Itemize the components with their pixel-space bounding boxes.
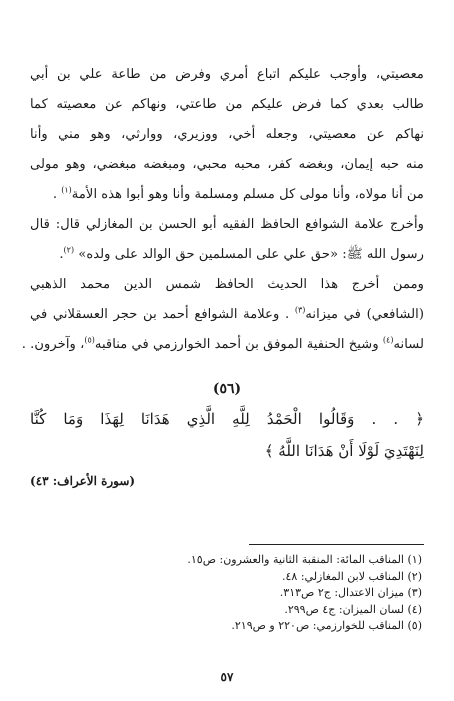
footnotes — [32, 552, 422, 635]
text-line: طالب بعدي كما فرض عليكم من طاعتي، ونهاكم عن معصيته كما — [30, 97, 424, 112]
text-line — [30, 180, 424, 210]
text-segment: من أنا مولاه، وأنا مولى كل مسلم ومسلمة وأنا وهو أبوا هذه الأمة — [71, 187, 424, 202]
text-segment: رسول الله ﷺ: «حق علي على المسلمين حق الوالد على ولده» — [78, 247, 424, 262]
footnote: (٤) لسان الميزان: ج٤ ص٢٩٩. — [284, 602, 422, 616]
surah-reference: (سورة الأعراف: ٤٣) — [30, 474, 136, 488]
footnote-mark: (١) — [61, 185, 72, 195]
text-line — [30, 300, 424, 330]
text-segment: (الشافعي) في ميزانه — [305, 307, 424, 322]
text-line — [21, 330, 424, 360]
text-line: نهاكم عن معصيتي، وجعله أخي، ووزيري، ووارثي، وهو مني وأنا — [30, 127, 424, 142]
text-segment: . وعلامة الشوافع أحمد بن حجر العسقلاني في — [30, 307, 290, 322]
text-segment: لسانه — [393, 337, 424, 352]
line-terminator: . — [52, 187, 58, 202]
text-segment: ، وآخرون. . — [21, 337, 85, 352]
footnote: (٢) المناقب لابن المغازلي: ٤٨. — [282, 569, 422, 583]
text-segment: وشيخ الحنفية الموفق بن أحمد الخوارزمي في مناقبه — [94, 337, 379, 352]
verse-line: لِنَهْتَدِيَ لَوْلَا أَنْ هَدَانَا اللَّهُ ﴾ — [264, 442, 424, 460]
footnote: (٥) المناقب للخوارزمي: ص٢٢٠ و ص٢١٩. — [231, 619, 422, 632]
quran-verse — [30, 403, 424, 467]
footnote-mark: (٥) — [84, 335, 95, 345]
footnote-divider — [249, 544, 424, 545]
main-paragraphs — [21, 60, 424, 360]
text-line: معصيتي، وأوجب عليكم اتباع أمري وفرض من طاعة علي بن أبي — [30, 67, 424, 82]
text-line: منه حبه إيمان، وبغضه كفر، محبه محبي، ومبغضه مبغضي، وهو مولى — [30, 157, 424, 172]
text-line: وأخرج علامة الشوافع الحافظ الفقيه أبو الحسن بن المغازلي قال: قال — [30, 217, 424, 232]
footnote: (١) المناقب المائة: المنقبة الثانية والعشرون: ص١٥. — [187, 553, 422, 566]
verse-line: ﴿ . . وَقَالُوا الْحَمْدُ لِلَّهِ الَّذِي هَدَانَا لِهَذَا وَمَا كُنَّا — [30, 410, 424, 428]
page-number: ٥٧ — [220, 670, 234, 684]
footnote-mark: (٣) — [294, 305, 306, 315]
footnote-mark: (٢) — [63, 245, 75, 255]
section-number: (٥٦) — [212, 381, 242, 397]
footnote: (٣) ميزان الاعتدال: ج٢ ص٣١٣. — [279, 586, 422, 599]
text-line: وممن أخرج هذا الحديث الحافظ شمس الدين محمد الذهبي — [30, 277, 424, 292]
text-line — [30, 240, 424, 270]
line-terminator: . — [59, 247, 64, 262]
footnote-mark: (٤) — [382, 335, 394, 345]
